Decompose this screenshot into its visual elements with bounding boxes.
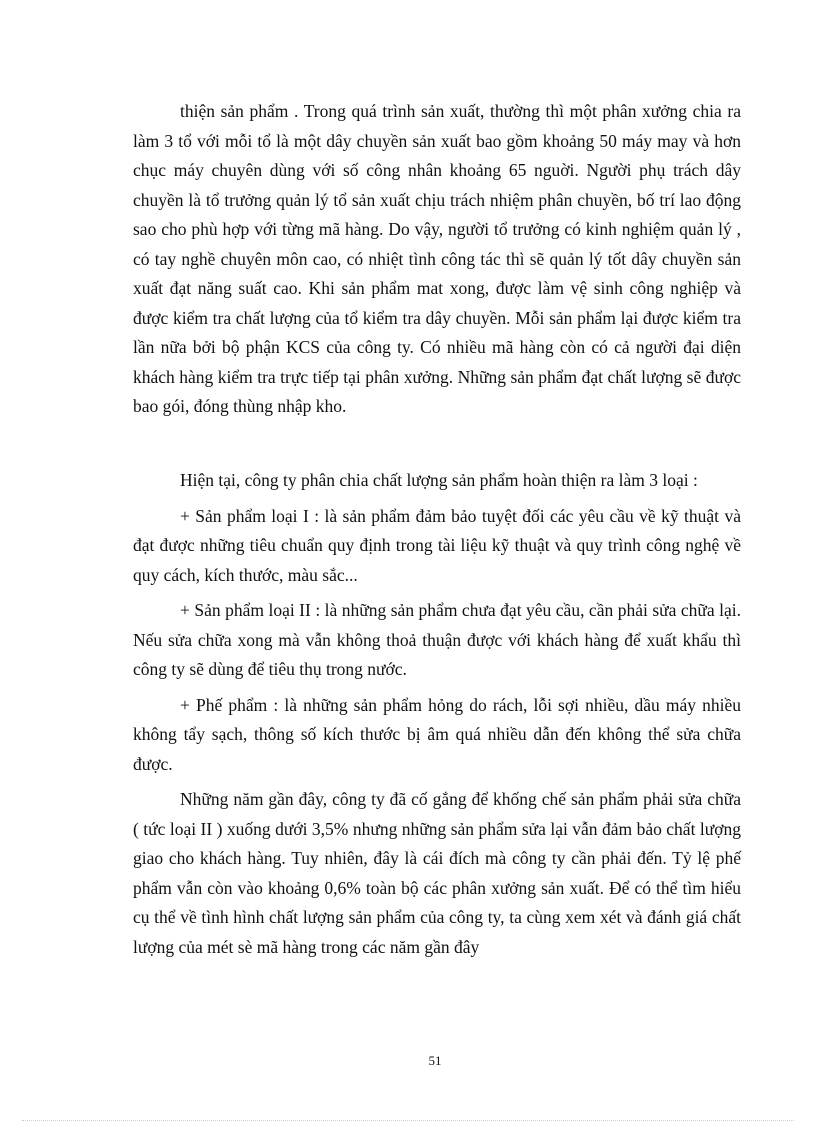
paragraph-defect: + Phế phẩm : là những sản phẩm hỏng do rách, lỗi sợi nhiều, dầu máy nhiều không tẩy sạch, thông số kích thước bị âm quá nhiều dẫn đến không thể sửa chữa được. bbox=[133, 694, 741, 774]
paragraph-grade-2: + Sản phẩm loại II : là những sản phẩm chưa đạt yêu cầu, cần phải sửa chữa lại. Nếu sửa chữa xong mà vẫn không thoả thuận được với khách hàng để xuất khẩu thì công ty sẽ dùng để tiêu thụ trong nước. bbox=[133, 600, 741, 679]
paragraph-grade-1: + Sản phẩm loại I : là sản phẩm đảm bảo tuyệt đối các yêu cầu về kỹ thuật và đạt được những tiêu chuẩn quy định trong tài liệu kỹ thuật và quy trình công nghệ về quy cách, kích thước, màu sắc... bbox=[133, 505, 741, 585]
paragraph-recent-years: Những năm gần đây, công ty đã cố gắng để khống chế sản phẩm phải sửa chữa ( tức loại II ) xuống dưới 3,5% nhưng những sản phẩm sửa lại vẫn đảm bảo chất lượng giao cho khách hàng. Tuy nhiên, đây là cái đích mà công ty cần phải đến. Tỷ lệ phế phẩm vẫn còn vào khoảng 0,6% toàn bộ các phân xưởng sản xuất. Để có thể tìm hiểu cụ thể về tình hình chất lượng sản phẩm của công ty, ta cùng xem xét và đánh giá chất lượng của mét sè mã hàng trong các năm gần đây bbox=[133, 789, 741, 957]
paragraph-quality-intro: Hiện tại, công ty phân chia chất lượng sản phẩm hoàn thiện ra làm 3 loại : bbox=[180, 470, 698, 490]
page-number: 51 bbox=[428, 1053, 442, 1068]
text-block-quality bbox=[133, 466, 741, 962]
page-bottom-divider bbox=[22, 1120, 794, 1121]
paragraph-production-process: thiện sản phẩm . Trong quá trình sản xuất, thường thì một phân xưởng chia ra làm 3 tổ với mỗi tổ là một dây chuyền sản xuất bao gồm khoảng 50 máy may và hơn chục máy chuyên dùng với số công nhân khoảng 65 nguời. Người phụ trách dây chuyền là tổ trưởng quản lý tổ sản xuất chịu trách nhiệm phân chuyền, bố trí lao động sao cho phù hợp với từng mã hàng. Do vậy, người tổ trưởng có kinh nghiệm quản lý , có tay nghề chuyên môn cao, có nhiệt tình công tác thì sẽ quản lý tốt dây chuyền sản xuất đạt năng suất cao. Khi sản phẩm mat xong, được làm vệ sinh công nghiệp và được kiểm tra chất lượng của tổ kiểm tra dây chuyền. Mỗi sản phẩm lại được kiểm tra lần nữa bởi bộ phận KCS của công ty. Có nhiều mã hàng còn có cả người đại diện khách hàng kiểm tra trực tiếp tại phân xưởng. Những sản phẩm đạt chất lượng sẽ được bao gói, đóng thùng nhập kho. bbox=[133, 101, 741, 416]
text-block-top bbox=[133, 97, 741, 422]
